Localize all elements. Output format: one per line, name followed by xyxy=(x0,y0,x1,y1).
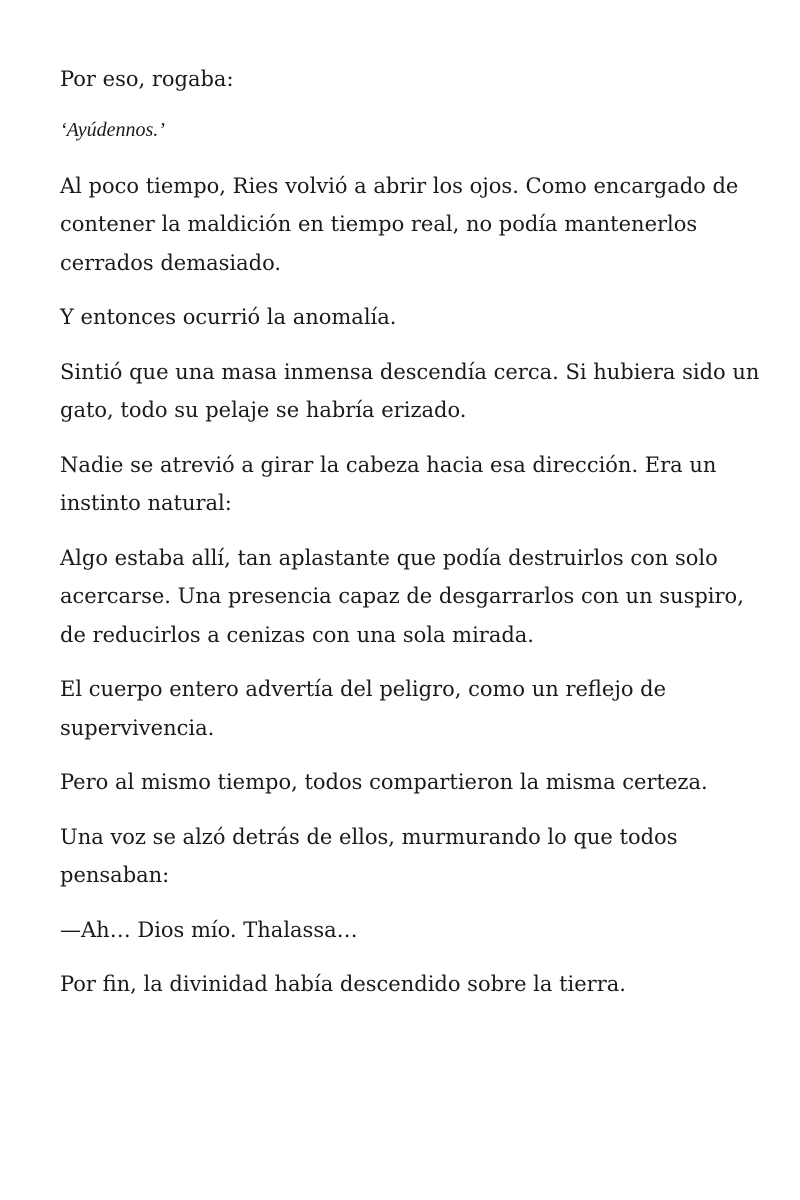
paragraph-nobody-turned: Nadie se atrevió a girar la cabeza hacia esa dirección. Era un instinto natural: xyxy=(60,452,717,515)
paragraph-mass-descending: Sintió que una masa inmensa descendía cerca. Si hubiera sido un gato, todo su pelaje se habría erizado. xyxy=(60,359,760,422)
paragraph-dialogue-thalassa: —Ah… Dios mío. Thalassa… xyxy=(60,917,358,942)
paragraph-ries-eyes: Al poco tiempo, Ries volvió a abrir los ojos. Como encargado de contener la maldición en tiempo real, no podía mantenerlos cerrados demasiado. xyxy=(60,173,739,275)
paragraph-voice-rose: Una voz se alzó detrás de ellos, murmurando lo que todos pensaban: xyxy=(60,824,678,887)
paragraph-plea-intro: Por eso, rogaba: xyxy=(60,67,234,91)
page-text xyxy=(60,60,760,1020)
paragraph-plea-quote: ‘Ayúdennos.’ xyxy=(60,118,165,141)
paragraph-presence: Algo estaba allí, tan aplastante que podía destruirlos con solo acercarse. Una presencia capaz de desgarrarlos con un suspiro, de reducirlos a cenizas con una sola mirada. xyxy=(60,545,744,647)
paragraph-anomaly: Y entonces ocurrió la anomalía. xyxy=(60,305,397,329)
paragraph-danger-warning: El cuerpo entero advertía del peligro, como un reflejo de supervivencia. xyxy=(60,677,667,740)
paragraph-shared-certainty: Pero al mismo tiempo, todos compartieron la misma certeza. xyxy=(60,770,708,794)
paragraph-divinity-descended: Por fin, la divinidad había descendido sobre la tierra. xyxy=(60,972,626,996)
